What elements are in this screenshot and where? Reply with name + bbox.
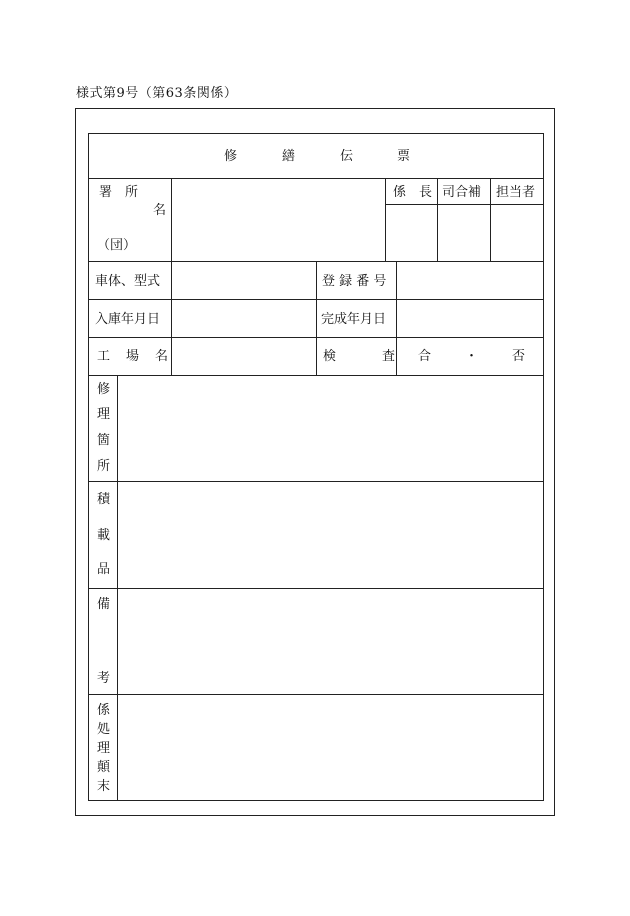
handling-section-label: 理 [97, 741, 111, 756]
chief-seal-box[interactable] [386, 205, 437, 261]
factory-label: 工 [97, 349, 111, 364]
repair-section-label: 箇 [97, 433, 111, 448]
office-label: 署 所 [99, 185, 139, 200]
person-seal-box[interactable] [491, 205, 543, 261]
repair-slip-form [88, 133, 544, 801]
separator-dot: ・ [465, 349, 479, 364]
handling-section-label: 係 [97, 703, 111, 718]
repair-section-label: 所 [97, 459, 111, 474]
registration-number-field[interactable] [397, 262, 543, 299]
chief-label: 係 長 [393, 185, 433, 200]
handling-section-label: 処 [97, 722, 111, 737]
vehicle-type-field[interactable] [172, 262, 316, 299]
divider [316, 261, 317, 375]
title-char: 繕 [282, 149, 296, 164]
handling-section-label: 末 [97, 779, 111, 794]
title-char: 修 [224, 149, 238, 164]
completion-date-field[interactable] [397, 300, 543, 337]
inspection-label: 査 [382, 349, 396, 364]
inspection-label: 検 [323, 349, 337, 364]
completion-date-label: 完成年月日 [321, 312, 387, 327]
fail-option[interactable]: 否 [512, 349, 526, 364]
repair-section-label: 修 [97, 382, 111, 397]
cargo-field[interactable] [118, 482, 543, 588]
form-title [89, 134, 543, 178]
assistant-seal-box[interactable] [438, 205, 490, 261]
entry-date-label: 入庫年月日 [95, 312, 161, 327]
office-label-name: 名 [153, 203, 167, 218]
factory-label: 名 [155, 349, 169, 364]
title-char: 票 [397, 149, 411, 164]
remarks-field[interactable] [118, 589, 543, 694]
remarks-section-label: 考 [97, 671, 111, 686]
person-in-charge-label: 担当者 [496, 185, 536, 200]
form-caption: 様式第9号（第63条関係） [76, 86, 238, 101]
handling-section-label: 顛 [97, 760, 111, 775]
factory-name-field[interactable] [172, 338, 316, 375]
cargo-section-label: 積 [97, 492, 111, 507]
office-label-brigade: （団） [97, 238, 137, 253]
assistant-commander-label: 司合補 [442, 185, 482, 200]
cargo-section-label: 載 [97, 528, 111, 543]
cargo-section-label: 品 [97, 562, 111, 577]
entry-date-field[interactable] [172, 300, 316, 337]
office-name-field[interactable] [172, 179, 384, 261]
repair-section-label: 理 [97, 407, 111, 422]
remarks-section-label: 備 [97, 597, 111, 612]
registration-number-label: 登 録 番 号 [322, 274, 387, 289]
pass-option[interactable]: 合 [418, 349, 432, 364]
title-char: 伝 [340, 149, 354, 164]
vehicle-type-label: 車体、型式 [95, 274, 161, 289]
factory-label: 場 [126, 349, 140, 364]
handling-details-field[interactable] [118, 695, 543, 800]
repair-locations-field[interactable] [118, 376, 543, 481]
